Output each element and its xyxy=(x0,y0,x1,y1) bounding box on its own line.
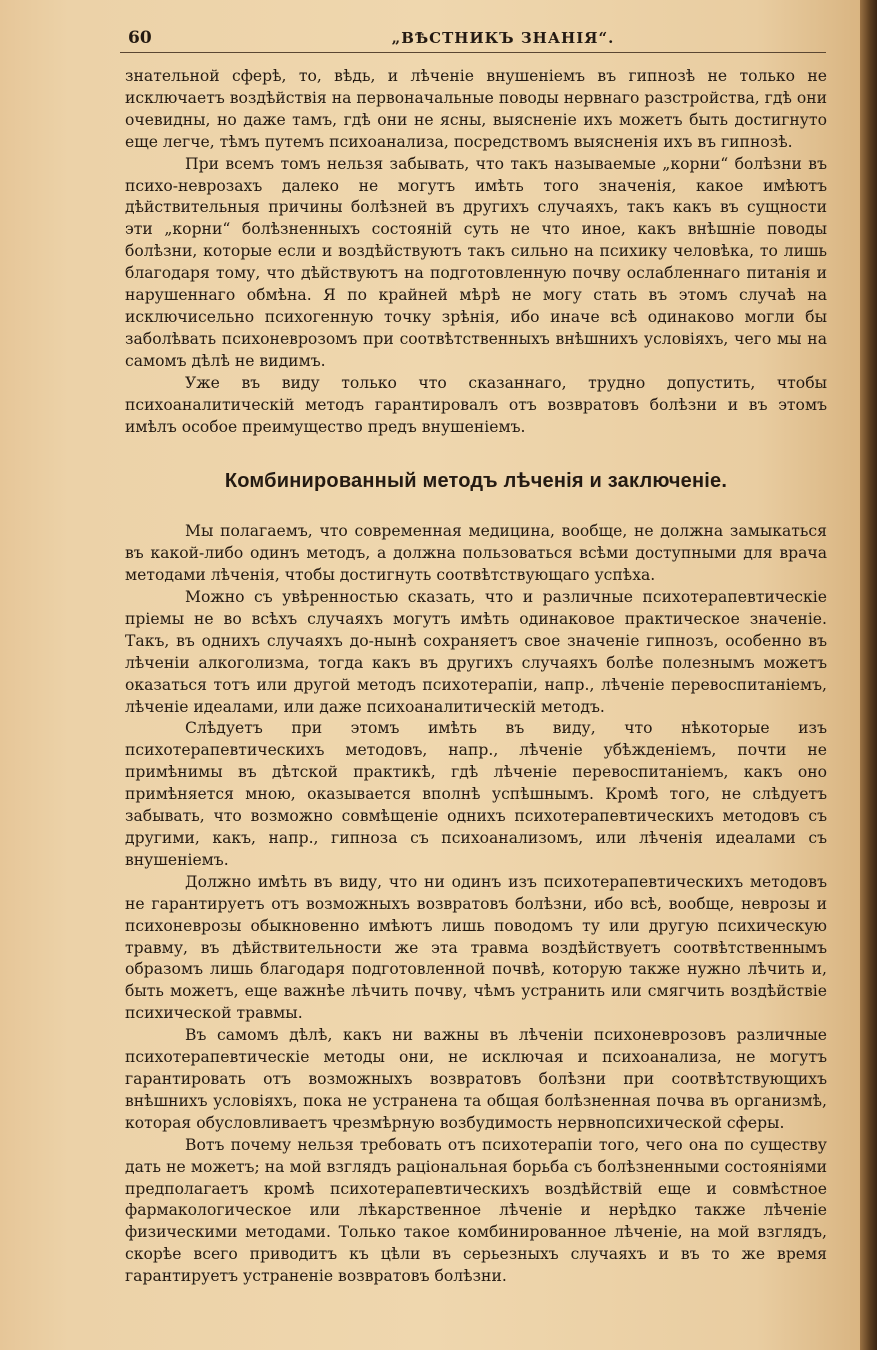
running-title: „ВѢСТНИКЪ ЗНАНІЯ“. xyxy=(391,29,615,47)
paragraph: Уже въ виду только что сказаннаго, трудно допустить, чтобы психоаналитическій методъ гарантировалъ отъ возвратовъ болѣзни и въ этомъ имѣлъ особое преимущество предъ внушеніемъ. xyxy=(125,373,827,436)
paragraph: Слѣдуетъ при этомъ имѣть въ виду, что нѣкоторые изъ психотерапевтическихъ методовъ, напр., лѣченіе убѣжденіемъ, почти не примѣнимы въ дѣтской практикѣ, гдѣ лѣченіе перевоспитаніемъ, какъ оно примѣняется мною, оказывается вполнѣ успѣшнымъ. Кромѣ того, не слѣдуетъ забывать, что возможно совмѣщеніе однихъ психотерапевтическихъ методовъ съ другими, какъ, напр., гипноза съ психоанализомъ, или лѣченія идеалами съ внушеніемъ. xyxy=(125,719,827,869)
paragraph: Должно имѣть въ виду, что ни одинъ изъ психотерапевтическихъ методовъ не гарантируетъ отъ возможныхъ возвратовъ болѣзни, ибо всѣ, вообще, неврозы и психоневрозы обыкновенно имѣютъ лишь поводомъ ту или другую психическую травму, въ дѣйствительности же эта травма воздѣйствуетъ соотвѣтственнымъ образомъ лишь благодаря подготовленной почвѣ, которую также нужно лѣчить и, быть можетъ, еще важнѣе лѣчить почву, чѣмъ устранить или смягчить воздѣйствіе психической травмы. xyxy=(125,872,827,1023)
paragraph: Вотъ почему нельзя требовать отъ психотерапіи того, чего она по существу дать не можетъ; на мой взглядъ раціональная борьба съ болѣзненными состояніями предполагаетъ кромѣ психотерапевтическихъ воздѣйствій еще и совмѣстное фармакологическое или лѣкарственное лѣченіе и нерѣдко также лѣченіе физическими методами. Только такое комбинированное лѣченіе, на мой взглядъ, скорѣе всего приводитъ къ цѣли въ серьезныхъ случаяхъ и въ то же время гарантируетъ устраненіе возвратовъ болѣзни. xyxy=(125,1135,827,1286)
paragraph: При всемъ томъ нельзя забывать, что такъ называемые „корни“ болѣзни въ психо-неврозахъ далеко не могутъ имѣть того значенія, какое имѣютъ дѣйствительныя причины болѣзней въ другихъ случаяхъ, такъ какъ въ сущности эти „корни“ болѣзненныхъ состояній суть не что иное, какъ внѣшніе поводы болѣзни, которые если и воздѣйствуютъ такъ сильно на психику человѣка, то лишь благодаря тому, что дѣйствуютъ на подготовленную почву ослабленнаго питанія и нарушеннаго обмѣна. Я по крайней мѣрѣ не могу стать въ этомъ случаѣ на исключисельно психогенную точку зрѣнія, ибо иначе всѣ одинаково могли бы заболѣвать психоневрозомъ при соотвѣтственныхъ внѣшнихъ условіяхъ, чего мы на самомъ дѣлѣ не видимъ. xyxy=(125,154,827,370)
page-number: 60 xyxy=(128,28,152,48)
section-heading: Комбинированный методъ лѣченія и заключеніе. xyxy=(224,470,728,493)
paragraph: знательной сферѣ, то, вѣдь, и лѣченіе внушеніемъ въ гипнозѣ не только не исключаетъ воздѣйствія на первоначальные поводы нервнаго разстройства, гдѣ они очевидны, но даже тамъ, гдѣ они не ясны, выясненіе ихъ можетъ быть достигнуто еще легче, тѣмъ путемъ психоанализа, посредствомъ выясненія ихъ въ гипнозѣ. xyxy=(125,67,827,151)
paragraph: Можно съ увѣренностью сказать, что и различные психотерапевтическіе пріемы не во всѣхъ случаяхъ могутъ имѣть одинаковое практическое значеніе. Такъ, въ однихъ случаяхъ до-нынѣ сохраняетъ свое значеніе гипнозъ, особенно въ лѣченіи алкоголизма, тогда какъ въ другихъ случаяхъ болѣе полезнымъ можетъ оказаться тотъ или другой методъ психотерапіи, напр., лѣченіе перевоспитаніемъ, лѣченіе идеалами, или даже психоаналитическій методъ. xyxy=(125,588,827,716)
page-body xyxy=(125,66,827,1288)
paragraph: Въ самомъ дѣлѣ, какъ ни важны въ лѣченіи психоневрозовъ различные психотерапевтическіе методы они, не исключая и психоанализа, не могутъ гарантировать отъ возможныхъ возвратовъ болѣзни при соотвѣтствующихъ внѣшнихъ условіяхъ, пока не устранена та общая болѣзненная почва въ организмѣ, которая обусловливаетъ чрезмѣрную возбудимость нервнопсихической сферы. xyxy=(125,1026,827,1132)
page-header xyxy=(120,22,826,53)
book-spine-edge xyxy=(860,0,877,1350)
paragraph: Мы полагаемъ, что современная медицина, вообще, не должна замыкаться въ какой-либо одинъ методъ, а должна пользоваться всѣми доступными для врача методами лѣченія, чтобы достигнуть соотвѣтствующаго успѣха. xyxy=(125,522,827,585)
